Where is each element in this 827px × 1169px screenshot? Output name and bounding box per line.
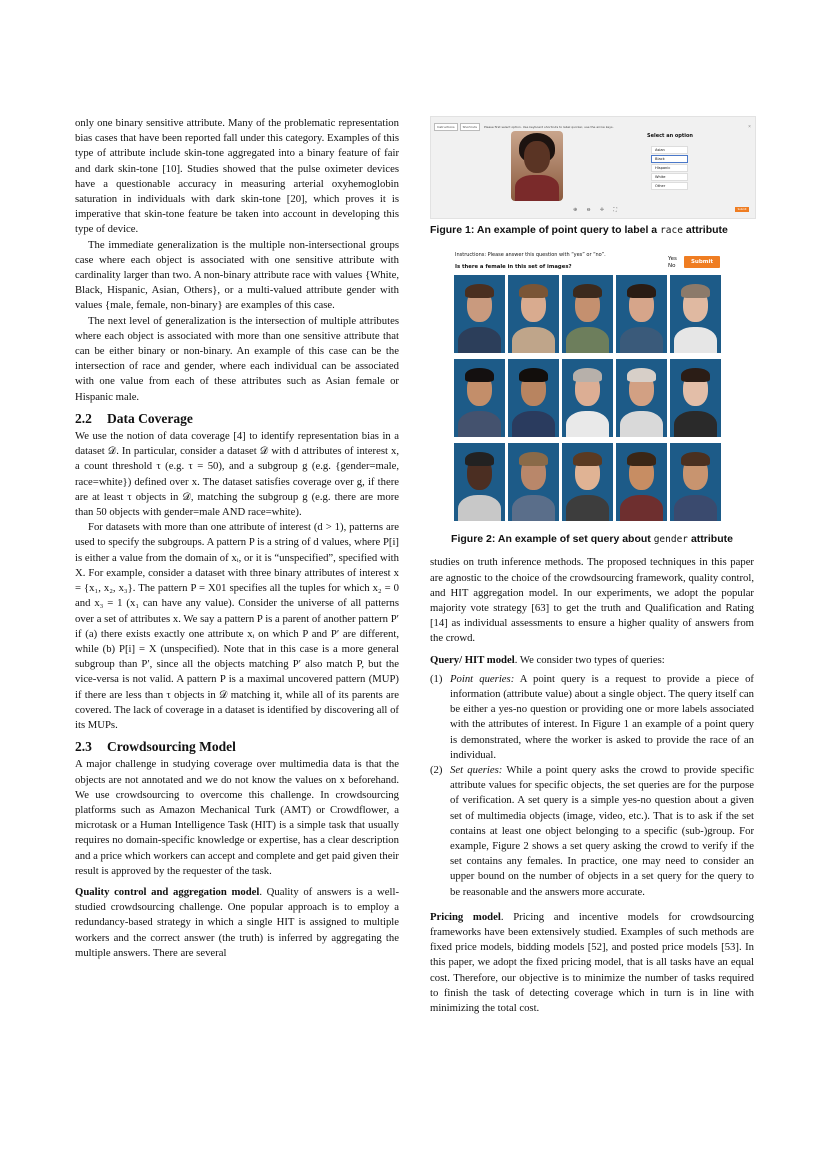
- face-thumbnail: [562, 359, 613, 437]
- caption-text: attribute: [688, 533, 733, 546]
- face-thumbnail: [670, 443, 721, 521]
- face-thumbnail: [508, 275, 559, 353]
- option-item: Other: [651, 182, 688, 190]
- paragraph-truth-inference: studies on truth inference methods. The proposed techniques in this paper are agnostic to the choice of the crowdsourcing framework, quality control, and HIT aggregation model. In our experiments, we adopt the popular majority vote strategy [63] to get the truth and Qualification and Rating [14] as individual assessments to ensure a higher quality of answers from the crowd.: [430, 556, 754, 645]
- figure-2-instructions: Instructions: Please answer this question with “yes” or “no”.: [455, 252, 606, 259]
- list-item-text: A point query is a request to provide a piece of information (attribute value) about a single object. The query itself can be either a yes-no question or providing one or more labels associated with the attributes of interest. In Figure 1 an example of a point query is demonstrated, where the worker is asked to provide the race of an individual.: [450, 672, 754, 761]
- option-item: Hispanic: [651, 164, 688, 172]
- face-thumbnail: [670, 275, 721, 353]
- caption-code: gender: [653, 534, 689, 546]
- face-thumbnail: [508, 359, 559, 437]
- paragraph-lead: Query/ HIT model: [430, 653, 515, 666]
- caption-code: race: [660, 225, 683, 236]
- option-item: White: [651, 173, 688, 181]
- option-item: Asian: [651, 146, 688, 154]
- paragraph-quality-control: [75, 885, 399, 961]
- paragraph-lead: Pricing model: [430, 910, 501, 923]
- paragraph-binary-attribute: only one binary sensitive attribute. Many of the problematic representation bias cases that have been reported fall under this category. Examples of this type of attribute include skin-tone aggregated into a binary feature of fair and dark skin-tone [10]. Studies showed that the pulse oximeter devices have a questionable accuracy in measuring arterial oxyhemoglobin saturation in individuals with dark skin-tone [20], which proves it is imperative that skin-tone feature be taken into account in developing this type of device.: [75, 117, 399, 236]
- figure-2-submit-button: Submit: [684, 256, 720, 268]
- option-item-selected: Black: [651, 155, 688, 163]
- caption-text: Figure 1: An example of point query to label a: [430, 224, 661, 236]
- face-thumbnail: [616, 443, 667, 521]
- section-heading-data-coverage: [75, 411, 399, 426]
- paragraph-crowdsourcing: A major challenge in studying coverage over multimedia data is that the objects are not annotated and we do not know the values on x beforehand. We use crowdsourcing to overcome this challenge. In crowdsourcing platforms such as Amazon Mechanical Turk (AMT) or Crowdflower, a microtask or a Human Intelligence Task (HIT) is a simple task that usually requires no domain-specific knowledge or expertise, has a clear description and a price which workers can accept and complete and get paid given their result is approved by the requester of the task.: [75, 758, 399, 877]
- face-thumbnail: [454, 359, 505, 437]
- section-title: Crowdsourcing Model: [107, 739, 236, 755]
- caption-text: attribute: [682, 224, 728, 236]
- section-number: 2.3: [75, 739, 92, 755]
- tab-shortcuts: Shortcuts: [460, 123, 480, 131]
- paragraph-text: . We consider two types of queries:: [514, 653, 665, 666]
- face-thumbnail: [454, 443, 505, 521]
- face-thumbnail: [670, 359, 721, 437]
- yes-no-options: [668, 256, 677, 270]
- list-item-text: While a point query asks the crowd to provide specific attribute values for specific objects, the set queries are for the purpose of verification. A set query is a simple yes-no question about a given set of multimedia objects (image, video, etc.). That is to ask if the set contains at least one object belonging to a specific (sub-)group. For example, Figure 2 shows a set query asking the crowd to verify if the set contains any females. In practice, one may need to consider an upper bound on the number of objects in a set query for the query to be reasonable and the answers more accurate.: [450, 764, 754, 898]
- list-item: [430, 672, 754, 763]
- list-item-lead: Point queries:: [450, 672, 515, 685]
- paragraph-pricing-model: [430, 910, 754, 1016]
- section-number: 2.2: [75, 410, 92, 426]
- list-number: (1): [430, 672, 443, 685]
- option-yes: Yes: [668, 256, 677, 263]
- face-thumbnail: [562, 443, 613, 521]
- close-icon: ×: [748, 125, 751, 130]
- face-thumbnail: [616, 359, 667, 437]
- paragraph-intersection: The next level of generalization is the intersection of multiple attributes where each object is associated with more than one sensitive attribute that can be either binary or non-binary. An example of this case can be the intersection of race and gender, where each individual can be associated with one value from each of these attributes such as Asian female or Hispanic male.: [75, 314, 399, 403]
- tab-instructions: Instructions: [434, 123, 458, 131]
- paragraph-patterns: For datasets with more than one attribute of interest (d > 1), patterns are used to specify the subgroups. A pattern P is a string of d values, where P[i] is either a value from the domain of xᵢ, or it is “unspecified”, specified with X. For example, consider a dataset with three binary attributes of interest x = {x₁, x₂, x₃}. The pattern P = X01 specifies all the tuples for which x₂ = 0 and x₃ = 1 (x₁ can have any value). Consider the universe of all patterns over a set of attributes x. We say a pattern P is a parent of another pattern P′ if (a) there exists exactly one attribute xᵢ on which P and P′ are different, while (b) P[i] = X (unspecified). Note that in this case is a more general subgroup than P′, since all the objects matching P′ also match P, but the vice-versa is not valid. A pattern P is a maximal uncovered pattern (MUP) if there are less than τ objects in 𝒟 matching it, while all of its parents are covered. The lack of coverage in a dataset is identified by discovering all of its MUPs.: [75, 521, 399, 731]
- caption-text: Figure 2: An example of set query about: [451, 533, 654, 546]
- tab-hint-text: Please first select option. Use keyboard shortcuts to label quicker, use the arrow keys.: [483, 125, 614, 129]
- zoom-tools-icon: ⊕ ⊖ ✛ ⛶: [573, 208, 621, 213]
- query-type-list: [430, 672, 754, 900]
- figure-1-submit-button: Submit: [735, 207, 749, 212]
- figure-2-caption: [430, 532, 754, 547]
- section-title: Data Coverage: [107, 410, 193, 426]
- right-column: [430, 116, 754, 1016]
- figure-2-screenshot: [430, 248, 754, 528]
- paragraph-non-intersectional: The immediate generalization is the multiple non-intersectional groups case where each object is associated with one sensitive attribute with cardinality larger than two. A non-binary attribute race with values {White, Black, Hispanic, Asian, Others}, or a multi-valued attribute gender with values {male, female, non-binary} are examples of this case.: [75, 238, 399, 312]
- paragraph-data-coverage: We use the notion of data coverage [4] to identify representation bias in a dataset 𝒟. In particular, consider a dataset 𝒟 with d attributes of interest x, a count threshold τ (e.g. τ = 50), and a subgroup g (e.g. {gender=male, race=white}) defined over x. The dataset satisfies coverage over g, if there are at least τ objects in 𝒟, matching the subgroup g (e.g. there are more than 50 objects with gender=male AND race=white).: [75, 430, 399, 519]
- face-thumbnail: [562, 275, 613, 353]
- paragraph-text: . Pricing and incentive models for crowdsourcing frameworks have been extensively studied. Examples of such methods are fixed price models, bidding models [52], and posted price models [53]. In this paper, we adopt the fixed pricing model, that is all tasks have an equal cost. Therefore, our objective is to minimize the number of tasks required to finish the task of detecting coverage which in turn is in line with minimizing the total cost.: [430, 910, 754, 1015]
- option-selector: [647, 129, 707, 191]
- figure-1-caption: [430, 223, 754, 238]
- face-thumbnail: [508, 443, 559, 521]
- list-item: [430, 763, 754, 900]
- portrait-image: [511, 131, 563, 201]
- paragraph-text: . Quality of answers is a well-studied crowdsourcing challenge. One popular approach is to employ a redundancy-based strategy in which a single HIT is assigned to multiple workers and the correct answer (the truth) is inferred by aggregating the multiple answers. There are several: [75, 885, 399, 959]
- option-title: Select an option: [647, 133, 693, 139]
- face-thumbnail: [454, 275, 505, 353]
- list-item-lead: Set queries:: [450, 764, 503, 777]
- figure-1-screenshot: [430, 116, 756, 219]
- paragraph-query-model: [430, 653, 754, 668]
- face-thumbnail: [616, 275, 667, 353]
- left-column: [75, 116, 399, 961]
- figure-2-question: Is there a female in this set of images?: [455, 264, 572, 271]
- section-heading-crowdsourcing: [75, 739, 399, 754]
- paragraph-lead: Quality control and aggregation model: [75, 885, 260, 898]
- option-no: No: [668, 263, 676, 270]
- list-number: (2): [430, 764, 443, 777]
